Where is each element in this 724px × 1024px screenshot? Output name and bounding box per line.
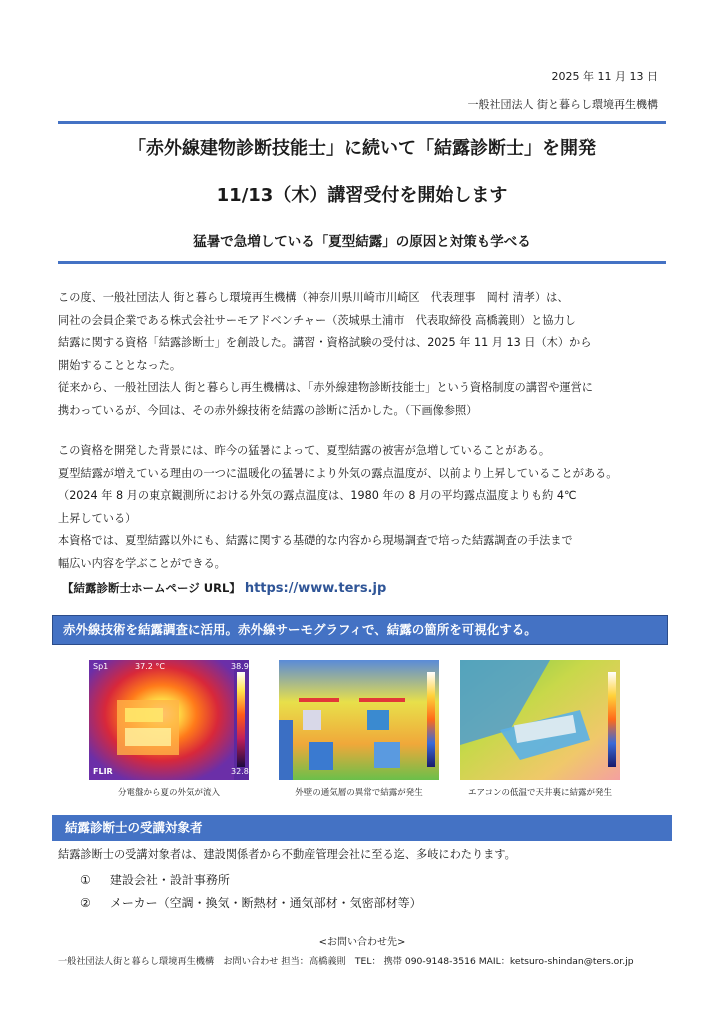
item-number: ② [80,896,91,910]
intro-line: この度、一般社団法人 街と暮らし環境再生機構（神奈川県川崎市川崎区 代表理事 岡村 清孝）は、 [58,291,569,304]
thermal-image-distribution-board [89,660,249,780]
homepage-line [62,580,386,596]
intro-line: 携わっているが、今回は、その赤外線技術を結露の診断に活かした。（下画像参照） [58,403,478,417]
intro-line: 開始することとなった。 [58,358,182,372]
item-text: メーカー（空調・換気・断熱材・通気部材・気密部材等） [109,896,422,910]
intro-line: 従来から、一般社団法人 街と暮らし再生機構は、「赤外線建物診断技能士」という資格制度の講習や運営に [58,381,593,394]
background-line: 幅広い内容を学ぶことができる。 [58,556,226,570]
main-title: 「赤外線建物診断技能士」に続いて「結露診断士」を開発 [128,138,596,159]
caption-exterior-wall: 外壁の通気層の異常で結露が発生 [295,788,423,798]
scale-max: 38.9 [231,662,249,671]
audience-description: 結露診断士の受講対象者は、建設関係者から不動産管理会社に至る迄、多岐にわたります。 [58,848,516,861]
background-line: 本資格では、夏型結露以外にも、結露に関する基礎的な内容から現場調査で培った結露調査の手法まで [58,534,573,547]
intro-line: 結露に関する資格「結露診断士」を創設した。講習・資格試験の受付は、2025 年 11 月 13 日（木）から [58,336,592,349]
sub-title: 11/13（木）講習受付を開始します [216,185,508,206]
background-line: 夏型結露が増えている理由の一つに温暖化の猛暑により外気の露点温度が、以前より上昇していることがある。 [58,466,618,480]
spot-label: Sp1 [93,662,109,671]
caption-distribution-board: 分電盤から夏の外気が流入 [117,788,220,798]
homepage-link[interactable]: https://www.ters.jp [244,581,387,596]
scale-min: 32.8 [231,767,249,776]
tagline: 猛暑で急増している「夏型結露」の原因と対策も学べる [193,234,531,250]
background-line: （2024 年 8 月の東京観測所における外気の露点温度は、1980 年の 8 月の平均露点温度よりも約 4℃ [58,489,577,502]
flir-logo: FLIR [93,767,113,776]
release-date: 2025 年 11 月 13 日 [551,70,658,83]
intro-paragraph [58,287,678,422]
spot-temperature: 37.2 °C [135,662,165,671]
thermal-image-exterior-wall [279,660,439,780]
contact-heading: <お問い合わせ先> [318,937,406,948]
audience-item [80,894,422,911]
background-line: 上昇している） [58,511,137,525]
contact-info: 一般社団法人街と暮らし環境再生機構 お問い合わせ 担当：高橋義則 TEL： 携帯 090-9148-3516 MAIL：ketsuro-shindan@ters.or.jp [58,956,634,967]
caption-air-conditioner: エアコンの低温で天井裏に結露が発生 [467,788,613,798]
homepage-label: 【結露診断士ホームページ URL】 [62,581,241,595]
background-paragraph [58,440,678,575]
audience-heading: 結露診断士の受講対象者 [52,815,672,841]
intro-line: 同社の会員企業である株式会社サーモアドベンチャー（茨城県土浦市 代表取締役 高橋義則）と協力し [58,313,576,327]
organization-name: 一般社団法人 街と暮らし環境再生機構 [467,98,658,111]
title-divider [58,261,666,264]
thermal-image-air-conditioner [460,660,620,780]
item-text: 建設会社・設計事務所 [109,873,230,887]
audience-item [80,871,230,888]
infrared-banner: 赤外線技術を結露調査に活用。赤外線サーモグラフィで、結露の箇所を可視化する。 [52,615,668,645]
top-divider [58,121,666,124]
item-number: ① [80,873,91,887]
background-line: この資格を開発した背景には、昨今の猛暑によって、夏型結露の被害が急増していることがある。 [58,444,551,457]
